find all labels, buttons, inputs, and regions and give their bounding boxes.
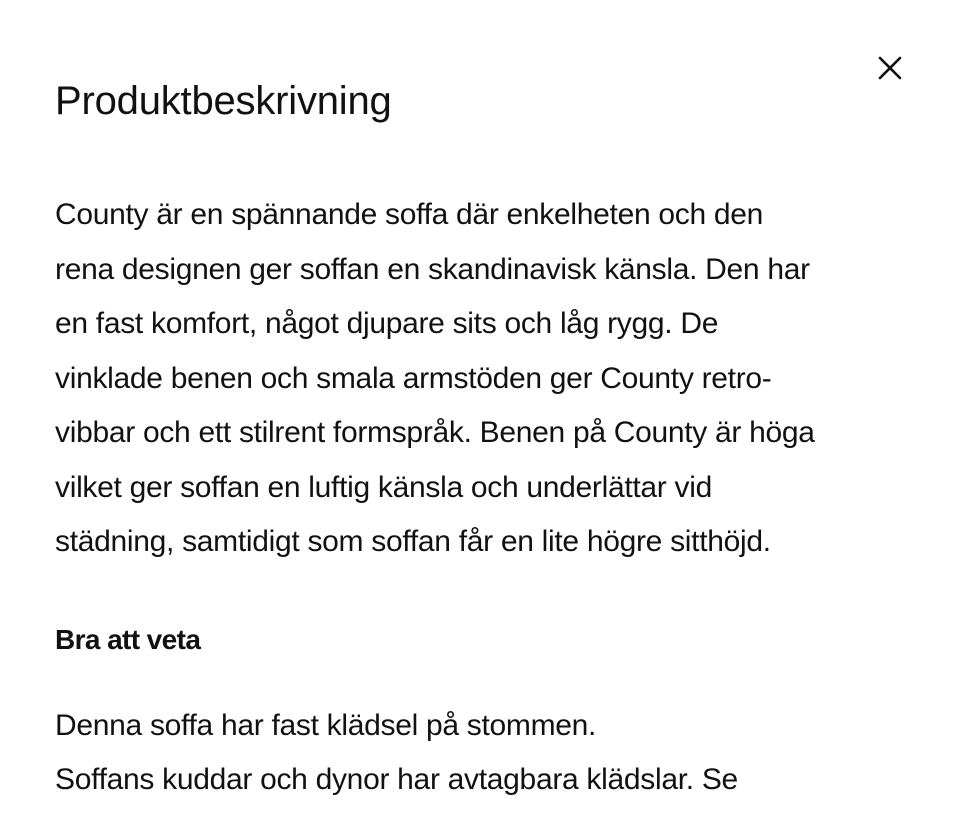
good-to-know-text [55, 699, 925, 808]
close-button[interactable] [870, 48, 910, 88]
info-line: Denna soffa har fast klädsel på stommen. [55, 708, 597, 742]
description-line: vibbar och ett stilrent formspråk. Benen på County är höga [55, 416, 815, 449]
good-to-know-heading: Bra att veta [55, 623, 201, 655]
description-line: städning, samtidigt som soffan får en lite högre sitthöjd. [55, 525, 771, 558]
dialog-title: Produktbeskrivning [55, 78, 392, 123]
description-line: vinklade benen och smala armstöden ger County retro- [55, 361, 772, 395]
description-line: en fast komfort, något djupare sits och låg rygg. De [55, 307, 719, 340]
info-line: Soffans kuddar och dynor har avtagbara klädslar. Se [55, 763, 738, 796]
dialog-header [55, 44, 915, 123]
close-icon [878, 56, 902, 80]
description-line: County är en spännande soffa där enkelheten och den [55, 198, 764, 231]
description-line: rena designen ger soffan en skandinavisk känsla. Den har [55, 252, 810, 286]
dialog-content [55, 188, 925, 808]
description-line: vilket ger soffan en luftig känsla och underlättar vid [55, 470, 712, 504]
product-description-text [55, 188, 925, 570]
